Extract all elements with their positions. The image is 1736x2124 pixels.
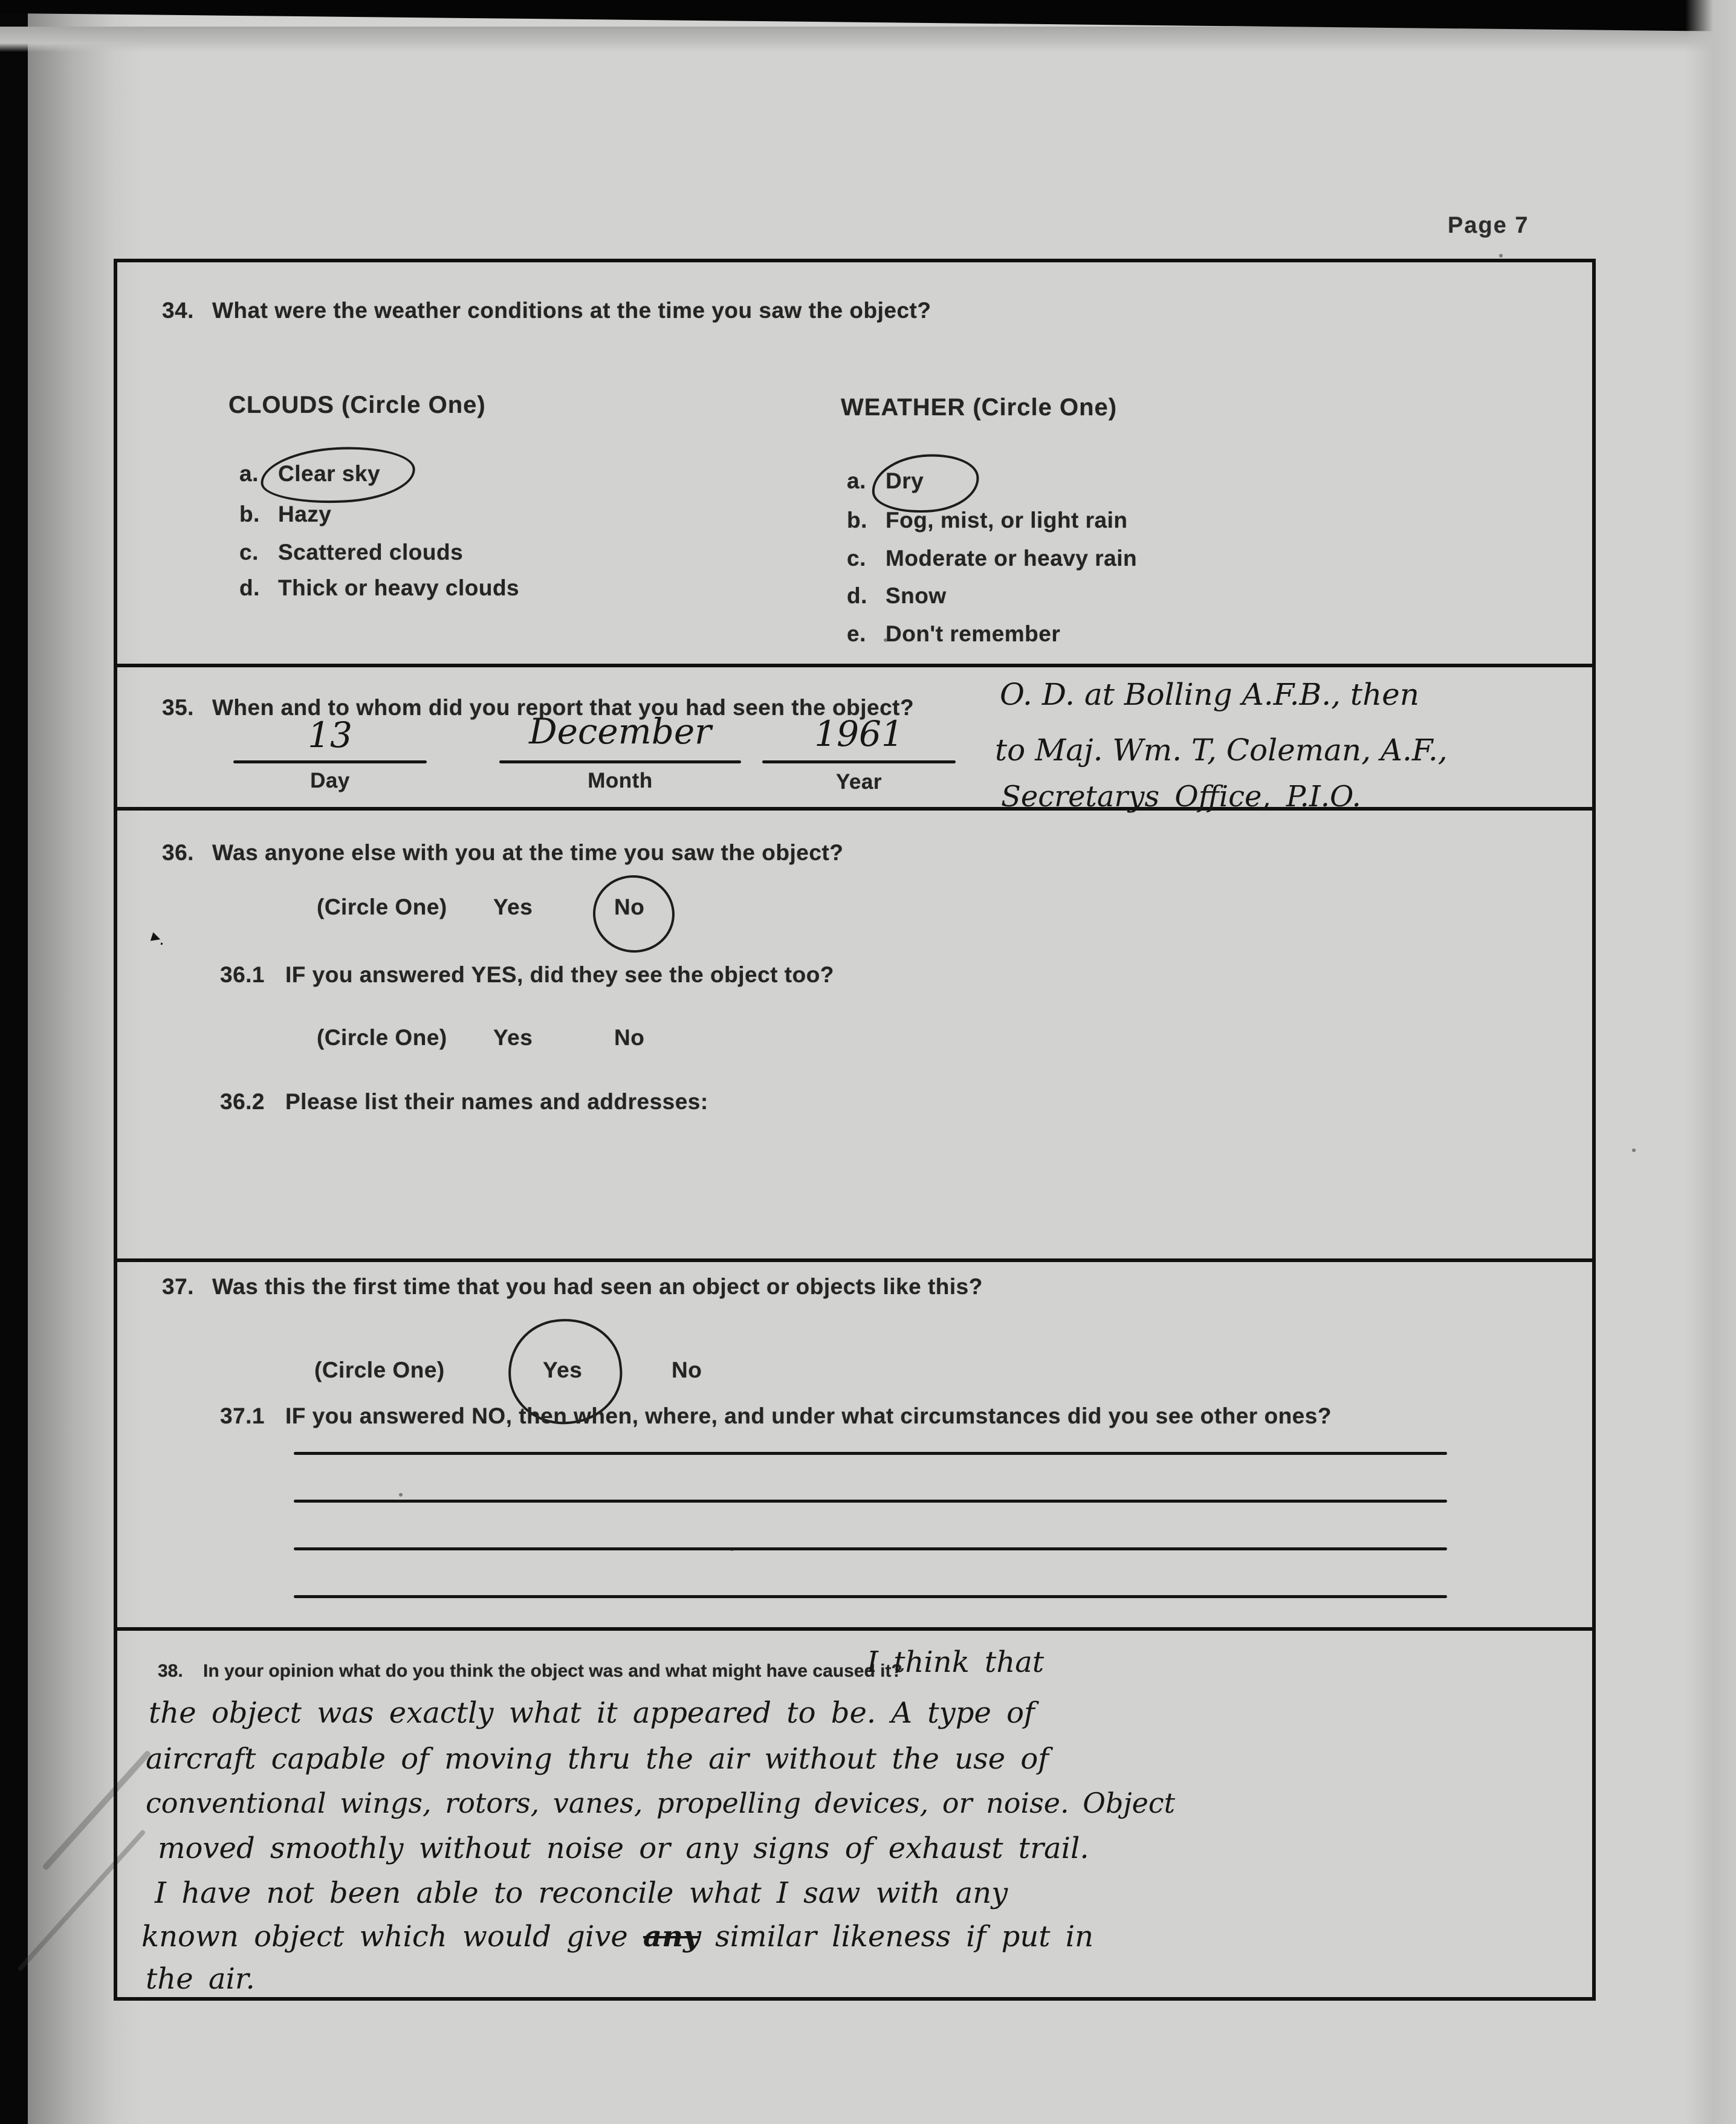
weather-option-d-label: Snow (886, 583, 947, 608)
clouds-option-b-letter: b. (239, 502, 260, 526)
report-month-value: December (529, 711, 711, 752)
q36-1-no-option: No (614, 1025, 645, 1050)
clouds-heading: CLOUDS (Circle One) (228, 392, 486, 418)
section-divider (117, 1627, 1592, 1631)
weather-heading: WEATHER (Circle One) (841, 394, 1118, 421)
q36-2-question: Please list their names and addresses: (285, 1089, 708, 1114)
clouds-option-c-label: Scattered clouds (278, 540, 464, 565)
report-year-label: Year (836, 770, 882, 794)
q36-1-yes-option: Yes (493, 1025, 533, 1050)
q37-1-answer-line (294, 1547, 1447, 1550)
weather-option-c (847, 546, 1137, 571)
q38-answer-line7-pre: known object which would give (141, 1920, 643, 1954)
clouds-option-d-letter: d. (239, 575, 260, 600)
weather-option-a-label: Dry (886, 468, 924, 493)
weather-option-b (847, 508, 1128, 533)
report-year-value: 1961 (814, 713, 904, 754)
scan-top-shadow (0, 27, 1736, 52)
weather-circled-annotation (869, 450, 982, 517)
clouds-option-b (239, 502, 331, 527)
q38-answer-line7 (141, 1920, 1093, 1954)
q38-question: In your opinion what do you think the object was and what might have caused it? (203, 1661, 902, 1681)
weather-option-a-letter: a. (847, 468, 866, 493)
clouds-option-b-label: Hazy (278, 502, 332, 526)
report-day-value: 13 (308, 714, 352, 756)
weather-option-b-letter: b. (847, 508, 867, 533)
q38-answer-line8: the air. (146, 1962, 255, 1996)
q34-number: 34. (162, 298, 194, 323)
clouds-option-c-letter: c. (239, 540, 259, 565)
q37-1-number: 37.1 (220, 1404, 265, 1428)
q36-number: 36. (162, 840, 194, 865)
q37-1-question: IF you answered NO, then when, where, and under what circumstances did you see other ones? (285, 1404, 1332, 1428)
q38-answer-line2: the object was exactly what it appeared to be. A type of (149, 1696, 1035, 1730)
weather-option-e-label: Don't remember (886, 621, 1061, 646)
clouds-option-a-label: Clear sky (278, 461, 381, 486)
q38-answer-line4: conventional wings, rotors, vanes, propelling devices, or noise. Object (146, 1787, 1176, 1819)
report-month-label: Month (588, 769, 653, 792)
q36-2-number: 36.2 (220, 1089, 265, 1114)
q38-number: 38. (158, 1661, 183, 1681)
q37-1-answer-line (294, 1500, 1447, 1503)
q38-answer-line7-struck-word: any (643, 1920, 700, 1954)
weather-option-b-label: Fog, mist, or light rain (886, 508, 1128, 533)
report-month-underline (499, 760, 741, 763)
q37-number: 37. (162, 1274, 194, 1299)
q35-handwritten-line3: Secretarys Office, P.I.O. (1001, 780, 1361, 814)
q35-handwritten-line1: O. D. at Bolling A.F.B., then (1000, 677, 1419, 712)
scan-speck (1632, 1148, 1636, 1152)
page-number-label: Page 7 (1448, 213, 1529, 238)
q38-answer-line1: I think that (867, 1645, 1045, 1679)
q36-1-circle-one-label: (Circle One) (317, 1025, 447, 1050)
ink-mark: ▸. (149, 926, 169, 950)
q37-circle-one-label: (Circle One) (314, 1358, 445, 1382)
q37-yes-option: Yes (543, 1358, 583, 1382)
clouds-circled-annotation (259, 443, 416, 507)
q35-number: 35. (162, 695, 194, 720)
report-day-underline (233, 760, 427, 763)
q38-answer-line5: moved smoothly without noise or any signs of exhaust trail. (158, 1831, 1089, 1865)
q36-yes-option: Yes (493, 895, 533, 919)
q36-1-number: 36.1 (220, 962, 265, 987)
q38-answer-line7-post: similar likeness if put in (699, 1920, 1094, 1954)
report-day-label: Day (310, 769, 350, 792)
q36-no-circled-annotation (589, 871, 679, 956)
q38-answer-line6: I have not been able to reconcile what I saw with any (155, 1876, 1008, 1910)
q37-question: Was this the first time that you had seen an object or objects like this? (212, 1274, 983, 1299)
scan-left-black-edge (0, 0, 28, 2124)
section-divider (117, 807, 1592, 811)
scan-right-shadow (1685, 0, 1736, 2124)
report-year-underline (762, 760, 956, 763)
q36-question: Was anyone else with you at the time you saw the object? (212, 840, 844, 865)
clouds-option-c (239, 540, 463, 565)
scan-speck (1499, 254, 1503, 257)
q36-1-question: IF you answered YES, did they see the object too? (285, 962, 834, 987)
q36-circle-one-label: (Circle One) (317, 895, 447, 919)
q37-no-option: No (672, 1358, 702, 1382)
q34-question: What were the weather conditions at the time you saw the object? (212, 298, 931, 323)
clouds-option-d-label: Thick or heavy clouds (278, 575, 520, 600)
clouds-option-d (239, 575, 519, 601)
weather-option-d (847, 583, 947, 609)
q36-no-option: No (614, 895, 645, 919)
q35-handwritten-line2: to Maj. Wm. T, Coleman, A.F., (995, 733, 1448, 768)
questionnaire-form-box (114, 259, 1596, 2001)
section-divider (117, 664, 1592, 667)
weather-option-e-letter: e. (847, 621, 866, 646)
weather-option-d-letter: d. (847, 583, 867, 608)
q35-question: When and to whom did you report that you had seen the object? (212, 695, 915, 720)
weather-option-c-letter: c. (847, 546, 866, 571)
weather-option-e (847, 621, 1060, 647)
q37-1-answer-line (294, 1452, 1447, 1455)
clouds-option-a-letter: a. (239, 461, 259, 486)
section-divider (117, 1258, 1592, 1262)
q38-answer-line3: aircraft capable of moving thru the air without the use of (146, 1742, 1049, 1776)
q37-1-answer-line (294, 1595, 1447, 1598)
weather-option-c-label: Moderate or heavy rain (886, 546, 1138, 571)
